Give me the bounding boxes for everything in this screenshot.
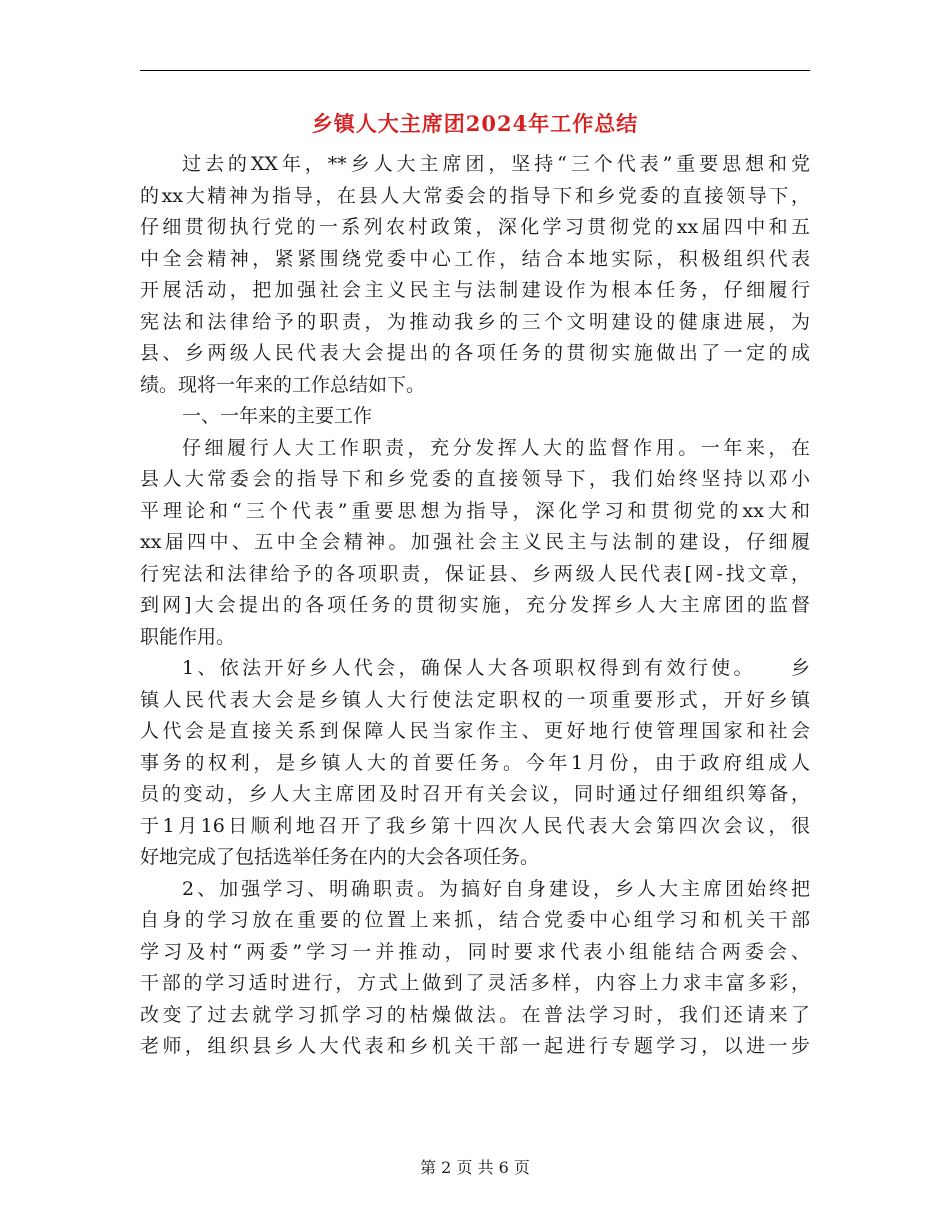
- header-rule: [140, 70, 810, 71]
- text-line: 行宪法和法律给予的各项职责，保证县、乡两级人民代表[网-找文章，: [140, 562, 810, 585]
- text-line: 镇人民代表大会是乡镇人大行使法定职权的一项重要形式，开好乡镇: [140, 688, 810, 711]
- text-line: 县人大常委会的指导下和乡党委的直接领导下，我们始终坚持以邓小: [140, 468, 810, 490]
- text-line: xx届四中、五中全会精神。加强社会主义民主与法制的建设，仔细履: [140, 531, 810, 553]
- text-line: 中全会精神，紧紧围绕党委中心工作，结合本地实际，积极组织代表: [140, 247, 810, 270]
- text-line: 到网]大会提出的各项任务的贯彻实施，充分发挥乡人大主席团的监督: [140, 594, 810, 616]
- text-line: 平理论和“三个代表”重要思想为指导，深化学习和贯彻党的xx大和: [140, 499, 810, 522]
- page-number-label: 第 2 页 共 6 页: [420, 1158, 530, 1177]
- text-line: 宪法和法律给予的职责，为推动我乡的三个文明建设的健康进展，为: [140, 310, 810, 333]
- text-line: 自身的学习放在重要的位置上来抓，结合党委中心组学习和机关干部: [140, 909, 810, 931]
- text-line: 学习及村“两委”学习一并推动，同时要求代表小组能结合两委会、: [140, 940, 810, 963]
- document-title: 乡镇人大主席团2024年工作总结: [311, 111, 639, 136]
- text-line: 改变了过去就学习抓学习的枯燥做法。在普法学习时，我们还请来了: [140, 1003, 810, 1026]
- text-line: 县、乡两级人民代表大会提出的各项任务的贯彻实施做出了一定的成: [140, 342, 810, 364]
- text-line: 绩。现将一年来的工作总结如下。: [140, 373, 426, 396]
- text-line: 1、依法开好乡人代会，确保人大各项职权得到有效行使。 乡: [182, 657, 810, 679]
- text-line: 员的变动，乡人大主席团及时召开有关会议，同时通过仔细组织筹备，: [140, 783, 810, 805]
- document-body: [140, 149, 810, 1063]
- text-line: 仔细贯彻执行党的一系列农村政策，深化学习贯彻党的xx届四中和五: [140, 216, 810, 238]
- page-footer: [140, 1155, 810, 1178]
- text-line: 的xx大精神为指导，在县人大常委会的指导下和乡党委的直接领导下，: [140, 184, 810, 207]
- text-line: 人代会是直接关系到保障人民当家作主、更好地行使管理国家和社会: [140, 720, 810, 742]
- text-line: 一、一年来的主要工作: [182, 405, 373, 427]
- text-line: 好地完成了包括选举任务在内的大会各项任务。: [140, 846, 540, 868]
- text-line: 于1月16日顺利地召开了我乡第十四次人民代表大会第四次会议，很: [140, 814, 810, 837]
- text-line: 老师，组织县乡人大代表和乡机关干部一起进行专题学习，以进一步: [140, 1035, 810, 1057]
- text-line: 过去的XX年，**乡人大主席团，坚持“三个代表”重要思想和党: [182, 153, 810, 175]
- text-line: 干部的学习适时进行，方式上做到了灵活多样，内容上力求丰富多彩，: [140, 972, 810, 994]
- text-line: 事务的权利，是乡镇人大的首要任务。今年1月份，由于政府组成人: [140, 751, 810, 774]
- text-line: 开展活动，把加强社会主义民主与法制建设作为根本任务，仔细履行: [140, 279, 810, 301]
- text-line: 2、加强学习、明确职责。为搞好自身建设，乡人大主席团始终把: [182, 877, 810, 900]
- text-line: 仔细履行人大工作职责，充分发挥人大的监督作用。一年来，在: [182, 436, 810, 459]
- text-line: 职能作用。: [140, 625, 236, 648]
